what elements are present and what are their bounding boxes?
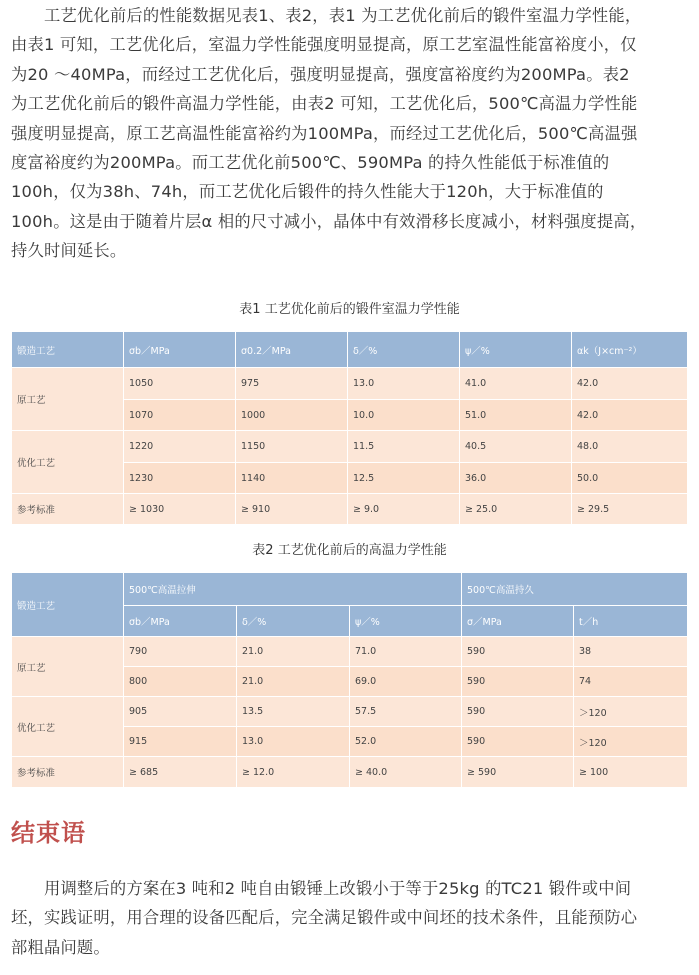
table-cell: ≥ 40.0 <box>350 757 462 788</box>
table-cell: ≥ 9.0 <box>348 494 460 525</box>
table-row <box>12 637 688 667</box>
paragraph-line: 由表1 可知，工艺优化后，室温力学性能强度明显提高，原工艺室温性能富裕度小，仅 <box>11 35 637 55</box>
table-cell: 42.0 <box>572 368 688 400</box>
table-cell: 905 <box>124 697 237 727</box>
paragraph-line: 部粗晶问题。 <box>11 937 110 957</box>
table-cell: 1070 <box>124 400 236 431</box>
paragraph-line: 工艺优化前后的性能数据见表1、表2，表1 为工艺优化前后的锻件室温力学性能， <box>11 6 642 25</box>
column-header: 锻造工艺 <box>12 332 124 368</box>
table-cell: 975 <box>236 368 348 400</box>
table-cell: 1220 <box>124 431 236 463</box>
table-cell: 12.5 <box>348 463 460 494</box>
column-header: σb／MPa <box>124 332 236 368</box>
table-row <box>12 431 688 463</box>
column-header: σb／MPa <box>124 606 237 637</box>
table-cell: 40.5 <box>460 431 572 463</box>
table-cell: 590 <box>462 667 574 697</box>
table-cell: 21.0 <box>237 637 350 667</box>
intro-paragraph <box>11 1 691 266</box>
paragraph-line: 为工艺优化前后的锻件高温力学性能，由表2 可知，工艺优化后，500℃高温力学性能 <box>11 94 638 114</box>
table-cell: 42.0 <box>572 400 688 431</box>
table-cell: 13.5 <box>237 697 350 727</box>
section-heading: 结束语 <box>11 819 86 847</box>
table-header-row <box>12 332 688 368</box>
paragraph-line: 坯，实践证明，用合理的设备匹配后，完全满足锻件或中间坯的技术条件，且能预防心 <box>11 908 638 928</box>
group-header: 500℃高温拉伸 <box>124 573 462 606</box>
table-cell: 915 <box>124 727 237 757</box>
table2-caption: 表2 工艺优化前后的高温力学性能 <box>252 543 447 558</box>
reference-label: 参考标准 <box>12 757 124 788</box>
table-cell: ≥ 1030 <box>124 494 236 525</box>
table-cell: ≥ 590 <box>462 757 574 788</box>
table-cell: 41.0 <box>460 368 572 400</box>
group-label: 原工艺 <box>12 637 124 697</box>
paragraph-line: 100h，仅为38h、74h，而工艺优化后锻件的持久性能大于120h，大于标准值的 <box>11 182 604 202</box>
table-cell: ≥ 29.5 <box>572 494 688 525</box>
table-row <box>12 697 688 727</box>
paragraph-line: 100h。这是由于随着片层α 相的尺寸减小，晶体中有效滑移长度减小，材料强度提高， <box>11 211 647 231</box>
table-cell: 51.0 <box>460 400 572 431</box>
paragraph-line: 用调整后的方案在3 吨和2 吨自由锻锤上改锻小于等于25kg 的TC21 锻件或中间 <box>11 879 632 898</box>
table-cell: 48.0 <box>572 431 688 463</box>
table-cell: 52.0 <box>350 727 462 757</box>
group-label: 优化工艺 <box>12 431 124 494</box>
table-cell: ≥ 685 <box>124 757 237 788</box>
table-cell: 11.5 <box>348 431 460 463</box>
table-cell: 1000 <box>236 400 348 431</box>
column-header: t／h <box>574 606 688 637</box>
table-cell: 50.0 <box>572 463 688 494</box>
table-cell: 590 <box>462 727 574 757</box>
table2 <box>11 572 688 788</box>
column-header: ψ／% <box>350 606 462 637</box>
table-cell: 13.0 <box>348 368 460 400</box>
paragraph-line: 持久时间延长。 <box>11 241 127 261</box>
table-cell: 10.0 <box>348 400 460 431</box>
table-cell: 1150 <box>236 431 348 463</box>
table-cell: 1140 <box>236 463 348 494</box>
table-cell: 590 <box>462 637 574 667</box>
conclusion-paragraph <box>11 874 691 962</box>
table-cell: 21.0 <box>237 667 350 697</box>
table-row <box>12 757 688 788</box>
table-cell: 800 <box>124 667 237 697</box>
table-cell: 1230 <box>124 463 236 494</box>
group-header: 500℃高温持久 <box>462 573 688 606</box>
group-label: 原工艺 <box>12 368 124 431</box>
paragraph-line: 强度明显提高，原工艺高温性能富裕约为100MPa，而经过工艺优化后，500℃高温强 <box>11 123 638 143</box>
reference-label: 参考标准 <box>12 494 124 525</box>
table-cell: 38 <box>574 637 688 667</box>
table-cell: ≥ 12.0 <box>237 757 350 788</box>
column-header: αk（J×cm⁻²） <box>572 332 688 368</box>
table-cell: 790 <box>124 637 237 667</box>
group-label: 优化工艺 <box>12 697 124 757</box>
table-cell: 69.0 <box>350 667 462 697</box>
table-cell: ＞120 <box>574 727 688 757</box>
column-header: δ／% <box>348 332 460 368</box>
table1-caption: 表1 工艺优化前后的锻件室温力学性能 <box>239 302 460 317</box>
column-header: σ／MPa <box>462 606 574 637</box>
table-cell: 36.0 <box>460 463 572 494</box>
table-cell: ≥ 910 <box>236 494 348 525</box>
table-cell: 1050 <box>124 368 236 400</box>
row-header: 锻造工艺 <box>12 573 124 637</box>
column-header: δ／% <box>237 606 350 637</box>
table-cell: 57.5 <box>350 697 462 727</box>
column-header: ψ／% <box>460 332 572 368</box>
paragraph-line: 度富裕度约为200MPa。而工艺优化前500℃、590MPa 的持久性能低于标准值的 <box>11 153 610 173</box>
column-header: σ0.2／MPa <box>236 332 348 368</box>
table-header-row <box>12 573 688 606</box>
table-cell: ＞120 <box>574 697 688 727</box>
table-cell: ≥ 100 <box>574 757 688 788</box>
paragraph-line: 为20 ～40MPa，而经过工艺优化后，强度明显提高，强度富裕度约为200MPa。表2 <box>11 64 630 84</box>
table-cell: 590 <box>462 697 574 727</box>
table-row <box>12 494 688 525</box>
table-cell: 13.0 <box>237 727 350 757</box>
table-cell: 71.0 <box>350 637 462 667</box>
table-cell: ≥ 25.0 <box>460 494 572 525</box>
table1 <box>11 331 688 525</box>
table-row <box>12 368 688 400</box>
table-cell: 74 <box>574 667 688 697</box>
